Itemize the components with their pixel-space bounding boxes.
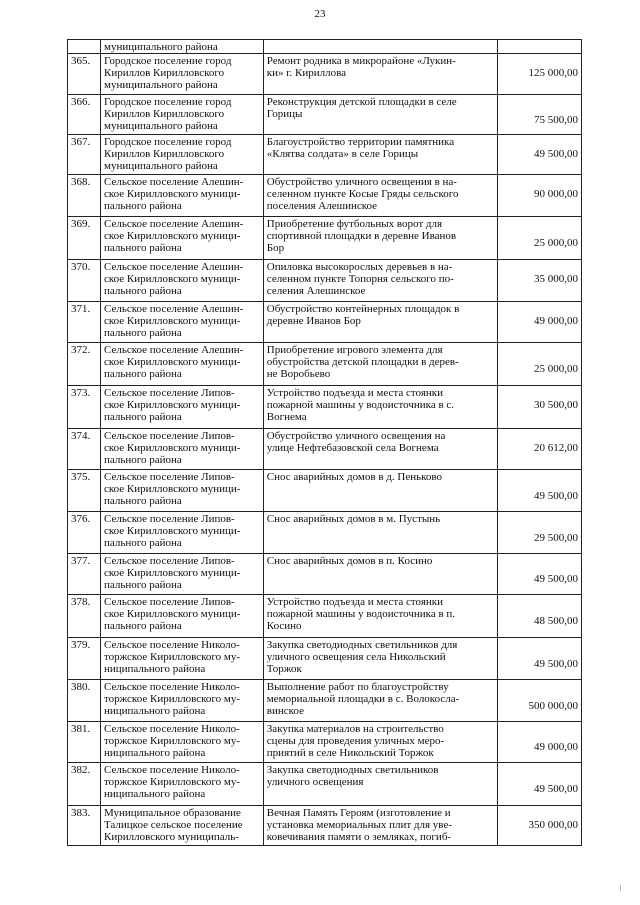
amount-cell — [497, 175, 581, 217]
amount-text: 75 500,00 — [534, 113, 578, 126]
recipient-text: Сельское поселение Алешин- ское Кирилловского муници- пального района — [103, 261, 244, 297]
description-text: Обустройство уличного освещения в на- селенном пункте Косые Гряды сельского поселения Алешинское — [266, 176, 459, 212]
recipient-cell — [100, 512, 263, 554]
amount-cell — [497, 217, 581, 260]
row-number-text: 369. — [71, 218, 91, 230]
description-text: Снос аварийных домов в д. Пеньково — [266, 471, 443, 483]
description-text: Благоустройство территории памятника «Клятва солдата» в селе Горицы — [266, 136, 455, 160]
table-row — [68, 722, 582, 763]
amount-cell — [497, 54, 581, 95]
allocation-table-body — [68, 40, 582, 846]
row-number-text: 382. — [71, 764, 91, 776]
recipient-cell — [100, 470, 263, 512]
row-number-text: 379. — [71, 639, 91, 651]
description-text: Снос аварийных домов в м. Пустынь — [266, 513, 441, 525]
row-number-cell — [68, 763, 101, 806]
recipient-text: Сельское поселение Липов- ское Кирилловского муници- пального района — [103, 555, 241, 591]
row-number-cell — [68, 638, 101, 680]
amount-text: 49 500,00 — [534, 657, 578, 670]
recipient-text: Сельское поселение Николо- торжское Кирилловского му- ниципального района — [103, 639, 240, 675]
amount-text: 90 000,00 — [534, 188, 578, 200]
row-number-text: 373. — [71, 387, 91, 399]
description-text: Обустройство контейнерных площадок в деревне Иванов Бор — [266, 303, 460, 327]
recipient-cell — [100, 175, 263, 217]
recipient-cell — [100, 302, 263, 343]
amount-text: 49 500,00 — [534, 573, 578, 585]
recipient-text: Сельское поселение Николо- торжское Кирилловского му- ниципального района — [103, 681, 240, 717]
amount-text: 29 500,00 — [534, 531, 578, 544]
row-number-cell — [68, 135, 101, 175]
row-number-text: 366. — [71, 96, 91, 108]
table-row — [68, 95, 582, 135]
row-number-text: 383. — [71, 807, 91, 819]
amount-text: 49 000,00 — [534, 315, 578, 327]
description-text: Ремонт родника в микрорайоне «Лукин- ки» г. Кириллова — [266, 55, 456, 79]
description-cell — [263, 386, 497, 429]
amount-cell — [497, 680, 581, 722]
recipient-text: Сельское поселение Липов- ское Кирилловского муници- пального района — [103, 387, 241, 423]
row-number-cell — [68, 217, 101, 260]
row-number-text: 365. — [71, 55, 91, 67]
amount-cell — [497, 343, 581, 386]
row-number-cell — [68, 260, 101, 302]
recipient-text: Сельское поселение Липов- ское Кирилловского муници- пального района — [103, 513, 241, 549]
row-number-text: 375. — [71, 471, 91, 483]
row-number-cell — [68, 595, 101, 638]
table-row — [68, 54, 582, 95]
table-row — [68, 680, 582, 722]
row-number-text: 372. — [71, 344, 91, 356]
row-number-cell — [68, 343, 101, 386]
table-row — [68, 302, 582, 343]
row-number-cell — [68, 680, 101, 722]
recipient-cell — [100, 554, 263, 595]
amount-text: 20 612,00 — [534, 442, 578, 454]
row-number-text: 368. — [71, 176, 91, 188]
description-text: Приобретение футбольных ворот для спортивной площадки в деревне Иванов Бор — [266, 218, 457, 254]
recipient-text: Сельское поселение Липов- ское Кирилловского муници- пального района — [103, 430, 241, 466]
row-number-cell — [68, 302, 101, 343]
description-text: Закупка светодиодных светильников для уличного освещения села Никольский Торжок — [266, 639, 458, 675]
description-text: Закупка материалов на строительство сцены для проведения уличных меро- приятий в селе Никольский Торжок — [266, 723, 445, 759]
amount-text: 500 000,00 — [528, 699, 578, 712]
recipient-cell — [100, 763, 263, 806]
row-number-text: 370. — [71, 261, 91, 273]
amount-cell — [497, 595, 581, 638]
amount-cell — [497, 302, 581, 343]
table-row — [68, 135, 582, 175]
recipient-cell — [100, 217, 263, 260]
recipient-cell — [100, 680, 263, 722]
description-text: Опиловка высокорослых деревьев в на- селенном пункте Топорня сельского по- селения Алешинское — [266, 261, 454, 297]
table-row — [68, 638, 582, 680]
description-text: Обустройство уличного освещения на улице Нефтебазовской села Вогнема — [266, 430, 446, 454]
description-text: Снос аварийных домов в п. Косино — [266, 555, 433, 567]
table-row — [68, 175, 582, 217]
amount-cell — [497, 763, 581, 806]
description-text: Закупка светодиодных светильников уличного освещения — [266, 764, 439, 788]
amount-text: 25 000,00 — [534, 363, 578, 375]
recipient-cell — [100, 638, 263, 680]
recipient-text: Сельское поселение Николо- торжское Кирилловского му- ниципального района — [103, 723, 240, 759]
amount-cell — [497, 512, 581, 554]
row-number-cell — [68, 54, 101, 95]
description-text: Устройство подъезда и места стоянки пожарной машины у водоисточника в с. Вогнема — [266, 387, 455, 423]
row-number-text: 367. — [71, 136, 91, 148]
table-row — [68, 429, 582, 470]
amount-text: 49 500,00 — [534, 783, 578, 795]
page-number: 23 — [314, 8, 326, 20]
description-cell — [263, 343, 497, 386]
amount-text: 49 500,00 — [534, 148, 578, 160]
amount-cell — [497, 722, 581, 763]
scan-edge-mark — [620, 885, 621, 891]
amount-text: 49 500,00 — [534, 489, 578, 502]
amount-cell — [497, 260, 581, 302]
row-number-text: 381. — [71, 723, 91, 735]
table-row — [68, 763, 582, 806]
description-cell — [263, 680, 497, 722]
table-row — [68, 260, 582, 302]
amount-text: 350 000,00 — [528, 819, 578, 831]
table-row — [68, 554, 582, 595]
amount-cell — [497, 386, 581, 429]
recipient-cell — [100, 95, 263, 135]
amount-cell — [497, 470, 581, 512]
amount-cell — [497, 554, 581, 595]
recipient-text: Городское поселение город Кириллов Кирилловского муниципального района — [103, 96, 232, 132]
recipient-text: Сельское поселение Николо- торжское Кирилловского му- ниципального района — [103, 764, 240, 800]
row-number-cell — [68, 722, 101, 763]
amount-cell — [497, 95, 581, 135]
recipient-text: Муниципальное образование Талицкое сельское поселение Кирилловского муниципаль- — [103, 807, 243, 843]
allocation-table — [67, 39, 582, 846]
recipient-cell: муниципального района — [100, 40, 263, 54]
row-number-text: 378. — [71, 596, 91, 608]
amount-text: 30 500,00 — [534, 399, 578, 411]
row-number-cell — [68, 386, 101, 429]
table-row — [68, 595, 582, 638]
description-cell — [263, 135, 497, 175]
description-cell — [263, 763, 497, 806]
description-cell — [263, 40, 497, 54]
recipient-text: Сельское поселение Алешин- ское Кирилловского муници- пального района — [103, 176, 244, 212]
description-text: Устройство подъезда и места стоянки пожарной машины у водоисточника в п. Косино — [266, 596, 456, 632]
recipient-text: Сельское поселение Алешин- ское Кирилловского муници- пального района — [103, 218, 244, 254]
description-cell — [263, 806, 497, 846]
row-number-text: 377. — [71, 555, 91, 567]
row-number-cell — [68, 95, 101, 135]
amount-cell — [497, 638, 581, 680]
amount-text: 48 500,00 — [534, 615, 578, 627]
table-row — [68, 470, 582, 512]
row-number-cell — [68, 554, 101, 595]
amount-text: 49 000,00 — [534, 741, 578, 753]
description-cell — [263, 175, 497, 217]
description-cell — [263, 260, 497, 302]
recipient-cell — [100, 595, 263, 638]
table-row — [68, 217, 582, 260]
row-number-cell — [68, 429, 101, 470]
row-number-cell — [68, 806, 101, 846]
amount-cell — [497, 429, 581, 470]
amount-text: 35 000,00 — [534, 273, 578, 285]
description-cell — [263, 638, 497, 680]
description-cell — [263, 54, 497, 95]
amount-cell — [497, 135, 581, 175]
recipient-cell — [100, 54, 263, 95]
description-cell — [263, 512, 497, 554]
description-cell — [263, 554, 497, 595]
table-row — [68, 512, 582, 554]
table-row — [68, 806, 582, 846]
recipient-cell — [100, 135, 263, 175]
row-number-text: 376. — [71, 513, 91, 525]
description-text: Выполнение работ по благоустройству мемориальной площадки в с. Волокосла- винское — [266, 681, 460, 717]
row-number-cell — [68, 512, 101, 554]
recipient-text: Сельское поселение Липов- ское Кирилловского муници- пального района — [103, 471, 241, 507]
row-number-text: 374. — [71, 430, 91, 442]
description-cell — [263, 429, 497, 470]
description-text: Реконструкция детской площадки в селе Горицы — [266, 96, 457, 120]
description-cell — [263, 470, 497, 512]
description-cell — [263, 217, 497, 260]
recipient-text: Городское поселение город Кириллов Кирилловского муниципального района — [103, 136, 232, 172]
recipient-text: Сельское поселение Липов- ское Кирилловского муници- пального района — [103, 596, 241, 632]
table-row — [68, 343, 582, 386]
row-number-cell — [68, 470, 101, 512]
description-text: Вечная Память Героям (изготовление и установка мемориальных плит для уве- ковечивания памяти о земляках, погиб- — [266, 807, 452, 843]
recipient-cell — [100, 260, 263, 302]
table-row-continuation — [68, 40, 582, 54]
description-cell — [263, 302, 497, 343]
amount-text: 25 000,00 — [534, 237, 578, 249]
description-cell — [263, 595, 497, 638]
description-cell — [263, 95, 497, 135]
amount-cell — [497, 40, 581, 54]
recipient-cell — [100, 343, 263, 386]
row-number-text: 371. — [71, 303, 91, 315]
recipient-cell — [100, 429, 263, 470]
recipient-text: Сельское поселение Алешин- ское Кирилловского муници- пального района — [103, 303, 244, 339]
table-row — [68, 386, 582, 429]
row-number-text: 380. — [71, 681, 91, 693]
recipient-cell — [100, 386, 263, 429]
recipient-text: Городское поселение город Кириллов Кирилловского муниципального района — [103, 55, 232, 91]
row-number-cell — [68, 40, 101, 54]
amount-text: 125 000,00 — [528, 67, 578, 79]
description-text: Приобретение игрового элемента для обустройства детской площадки в дерев- не Воробьево — [266, 344, 459, 380]
recipient-text: Сельское поселение Алешин- ское Кирилловского муници- пального района — [103, 344, 244, 380]
recipient-cell — [100, 806, 263, 846]
amount-cell — [497, 806, 581, 846]
recipient-cell — [100, 722, 263, 763]
row-number-cell — [68, 175, 101, 217]
description-cell — [263, 722, 497, 763]
